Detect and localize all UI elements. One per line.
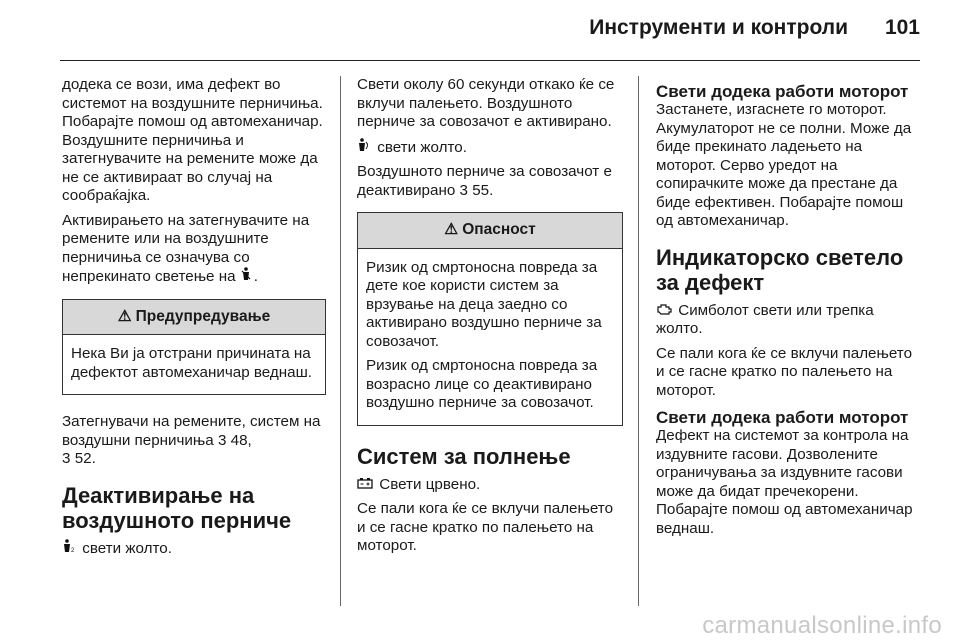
danger-box [357,212,623,426]
heading-airbag-deactivation: Деактивирање на воздушното перниче [62,482,292,533]
reference-arrow-icon: 3 [217,431,227,449]
engine-check-icon [656,301,672,320]
battery-icon [357,475,373,494]
paragraph-mil-ignition: Се пали кога ќе се вклучи палењето и се гасне кратко по палењето на моторот. [656,344,913,399]
svg-text:2: 2 [71,547,75,553]
warning-box-body: Нека Ви ја отстрани причината на дефектот автомеханичар веднаш. [71,345,312,381]
page-reference[interactable]: 52. [74,450,96,467]
column-1 [62,76,326,564]
paragraph-battery-red: Свети црвено. [357,475,623,495]
danger-box-header: ⚠ Опасност [358,213,622,249]
warning-box [62,299,326,396]
paragraph-belt-tensioners: Затегнувачи на ремените, систем на воздушни перничиња 3 48, 3 52. [62,413,321,467]
danger-box-body: Ризик од смртоносна повреда за дете кое користи систем за врзување на деца заедно со активирано воздушно перниче за совозачот. Ризик од смртоносна повреда за возрасно лице со деактивирано воздушно перниче за совозачот. [366,258,602,411]
warning-box-header: ⚠ Предупредување [63,300,325,336]
paragraph-airbag-fault: додека се вози, има дефект во системот на воздушните перничиња. Побарајте помош од автомеханичар. Воздушните перничиња и затегнувачите на ремените може да не се активираат во случај на сообраќајка. [62,76,323,204]
paragraph-symbol-yellow: Симболот свети или трепка жолто. [656,301,874,337]
page-number: 101 [884,16,920,39]
heading-lit-while-running-2: Свети додека работи моторот [656,408,909,427]
paragraph-emission-fault: Дефект на системот за контрола на издувните гасови. Дозволените ограничувања за издувните гасови може да бидат пречекорени. Побарајте помош од автомеханичар веднаш. [656,427,913,537]
paragraph-airbag-deactivated: Воздушното перниче за совозачот е деактивирано 3 55. [357,163,612,199]
column-divider-2 [638,76,639,606]
reference-arrow-icon: 3 [459,181,468,199]
heading-charging-system: Систем за полнење [357,443,571,469]
paragraph-airbag-on: Свети околу 60 секунди откако ќе се вклучи палењето. Воздушното перниче за совозачот е активирано. [357,76,615,130]
page-title: Инструменти и контроли [589,16,848,39]
airbag-on-icon [357,138,371,157]
heading-lit-while-running: Свети додека работи моторот [656,82,909,101]
airbag-off-icon [62,539,76,558]
paragraph-airbag-on-yellow: свети жолто. [357,138,623,158]
page-reference[interactable]: 55. [472,181,494,199]
warning-icon: ⚠ [444,221,459,238]
page-reference[interactable]: 48, [230,431,252,449]
watermark: carmanualsonline.info [702,612,942,639]
seat-belt-airbag-icon [240,267,252,286]
page-header [0,0,960,60]
column-divider-1 [340,76,341,606]
heading-malfunction-indicator: Индикаторско светело за дефект [656,244,904,295]
reference-arrow-icon: 3 [62,450,71,467]
paragraph-battery-ignition: Се пали кога ќе се вклучи палењето и се гасне кратко по палењето на моторот. [357,500,614,554]
column-3 [656,76,922,544]
paragraph-activation: Активирањето на затегнувачите на ремените или на воздушните перничиња се означува со непрекинато светење на . [62,211,310,285]
paragraph-stop-engine: Застанете, изгаснете го моторот. Акумулаторот не се полни. Може да биде прекинато ладењето на моторот. Серво уредот на сопирачките може да престане да биде ефективен. Побарајте помош од автомеханичар. [656,101,912,229]
paragraph-airbag-off-yellow: 2 свети жолто. [62,539,326,559]
header-rule [60,60,920,61]
warning-icon: ⚠ [117,307,132,325]
column-2 [357,76,623,562]
